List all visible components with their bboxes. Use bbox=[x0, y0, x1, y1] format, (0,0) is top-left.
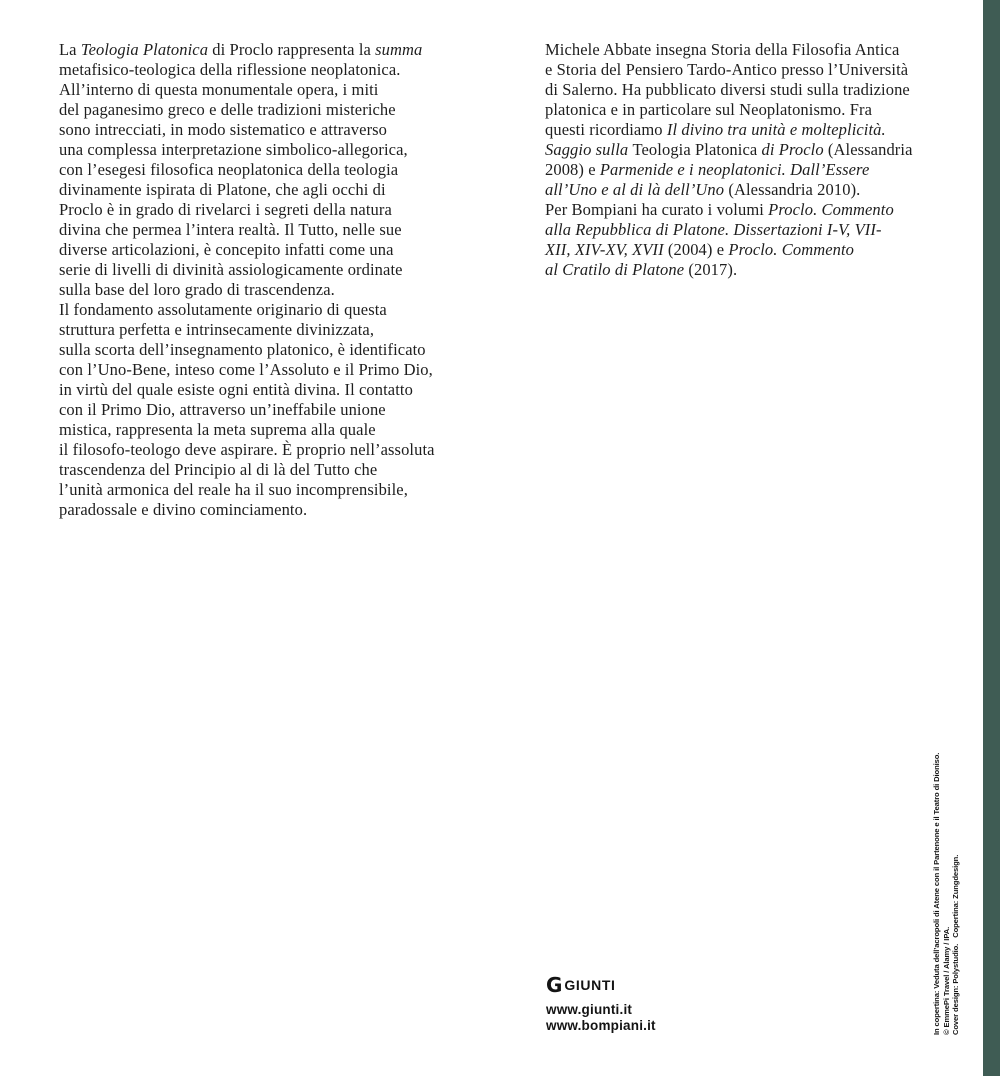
italic-text-segment: al Cratilo di Platone bbox=[545, 260, 685, 279]
text-line bbox=[59, 160, 499, 180]
italic-text-segment: Saggio sulla bbox=[545, 140, 633, 159]
giunti-logo-text: GIUNTI bbox=[564, 977, 616, 993]
text-segment: Michele Abbate insegna Storia della Filosofia Antica bbox=[545, 40, 900, 59]
text-segment: questi ricordiamo bbox=[545, 120, 667, 139]
text-segment: platonica e in particolare sul Neoplatonismo. Fra bbox=[545, 100, 873, 119]
bompiani-website-url: www.bompiani.it bbox=[546, 1017, 656, 1033]
synopsis-text bbox=[59, 40, 499, 520]
italic-text-segment: Teologia Platonica bbox=[80, 40, 209, 59]
spine-stripe bbox=[983, 0, 1000, 1076]
text-segment: (Alessandria 2010). bbox=[724, 180, 861, 199]
text-line bbox=[545, 100, 985, 120]
text-segment: diverse articolazioni, è concepito infatti come una bbox=[59, 240, 394, 259]
text-segment: All’interno di questa monumentale opera, i miti bbox=[59, 80, 379, 99]
text-line bbox=[59, 120, 499, 140]
text-line bbox=[545, 160, 985, 180]
text-line bbox=[59, 100, 499, 120]
text-line bbox=[932, 705, 942, 1035]
text-segment: sulla scorta dell’insegnamento platonico, è identificato bbox=[59, 340, 426, 359]
text-segment: una complessa interpretazione simbolico-allegorica, bbox=[59, 140, 408, 159]
italic-text-segment: alla Repubblica di Platone. Dissertazioni I-V, VII- bbox=[545, 220, 882, 239]
italic-text-segment: all’Uno e al di là dell’Uno bbox=[545, 180, 725, 199]
text-line bbox=[59, 360, 499, 380]
text-segment: struttura perfetta e intrinsecamente divinizzata, bbox=[59, 320, 375, 339]
text-line bbox=[59, 460, 499, 480]
text-line bbox=[545, 260, 985, 280]
text-segment: (Alessandria bbox=[823, 140, 913, 159]
text-segment: metafisico-teologica della riflessione neoplatonica. bbox=[59, 60, 401, 79]
publisher-websites bbox=[546, 1002, 656, 1033]
text-line bbox=[59, 340, 499, 360]
text-segment: Proclo è in grado di rivelarci i segreti della natura bbox=[59, 200, 392, 219]
text-line bbox=[545, 240, 985, 260]
text-segment: trascendenza del Principio al di là del Tutto che bbox=[59, 460, 378, 479]
text-line bbox=[59, 200, 499, 220]
text-segment: divina che permea l’intera realtà. Il Tutto, nelle sue bbox=[59, 220, 402, 239]
text-line bbox=[59, 60, 499, 80]
text-segment: mistica, rappresenta la meta suprema alla quale bbox=[59, 420, 376, 439]
text-segment: in virtù del quale esiste ogni entità divina. Il contatto bbox=[59, 380, 413, 399]
text-line bbox=[59, 40, 499, 60]
text-segment: e Storia del Pensiero Tardo-Antico presso l’Università bbox=[545, 60, 909, 79]
text-line bbox=[942, 705, 952, 1035]
giunti-website-url: www.giunti.it bbox=[546, 1002, 633, 1017]
italic-text-segment: summa bbox=[375, 40, 423, 59]
text-segment: (2017). bbox=[684, 260, 738, 279]
cover-credits-vertical-text bbox=[932, 705, 961, 1035]
text-segment: Cover design: Polystudio. Copertina: Zungdesign. bbox=[951, 854, 960, 1035]
text-line bbox=[545, 220, 985, 240]
text-line bbox=[59, 440, 499, 460]
text-line bbox=[59, 400, 499, 420]
text-line bbox=[545, 180, 985, 200]
giunti-g-icon: G bbox=[546, 973, 562, 997]
text-line bbox=[59, 140, 499, 160]
text-line bbox=[59, 480, 499, 500]
text-line bbox=[545, 200, 985, 220]
text-segment: Teologia Platonica bbox=[632, 140, 762, 159]
publisher-block bbox=[546, 973, 656, 1033]
text-segment: di Salerno. Ha pubblicato diversi studi sulla tradizione bbox=[545, 80, 910, 99]
italic-text-segment: Proclo. Commento bbox=[728, 240, 855, 259]
text-line bbox=[59, 300, 499, 320]
text-line bbox=[59, 220, 499, 240]
text-segment: con l’esegesi filosofica neoplatonica della teologia bbox=[59, 160, 399, 179]
text-segment: del paganesimo greco e delle tradizioni misteriche bbox=[59, 100, 396, 119]
text-line bbox=[59, 260, 499, 280]
giunti-logo bbox=[546, 973, 656, 997]
text-line bbox=[59, 240, 499, 260]
text-segment: (2004) e bbox=[663, 240, 729, 259]
italic-text-segment: XII, XIV-XV, XVII bbox=[545, 240, 664, 259]
text-segment: paradossale e divino cominciamento. bbox=[59, 500, 308, 519]
text-line bbox=[59, 380, 499, 400]
text-line bbox=[951, 705, 961, 1035]
text-segment: Il fondamento assolutamente originario di questa bbox=[59, 300, 387, 319]
text-segment: con l’Uno-Bene, inteso come l’Assoluto e il Primo Dio, bbox=[59, 360, 433, 379]
text-line bbox=[59, 180, 499, 200]
text-line bbox=[545, 60, 985, 80]
text-segment: © EmmePi Travel / Alamy / IPA. bbox=[941, 926, 951, 1035]
italic-text-segment: di Proclo bbox=[761, 140, 824, 159]
text-segment: La bbox=[59, 40, 81, 59]
text-line bbox=[545, 120, 985, 140]
text-segment: divinamente ispirata di Platone, che agli occhi di bbox=[59, 180, 386, 199]
text-line bbox=[545, 40, 985, 60]
text-segment: con il Primo Dio, attraverso un’ineffabile unione bbox=[59, 400, 386, 419]
text-line bbox=[59, 420, 499, 440]
text-line bbox=[545, 80, 985, 100]
text-line bbox=[545, 140, 985, 160]
author-bio-text bbox=[545, 40, 985, 280]
text-line bbox=[59, 500, 499, 520]
text-line bbox=[59, 280, 499, 300]
text-line bbox=[59, 320, 499, 340]
text-segment: In copertina: Veduta dell’acropoli di Atene con il Partenone e il Teatro di Dioniso. bbox=[932, 752, 941, 1035]
text-segment: 2008) e bbox=[545, 160, 600, 179]
text-segment: sono intrecciati, in modo sistematico e attraverso bbox=[59, 120, 388, 139]
italic-text-segment: Parmenide e i neoplatonici. Dall’Essere bbox=[599, 160, 870, 179]
text-line bbox=[59, 80, 499, 100]
text-segment: di Proclo rappresenta la bbox=[208, 40, 376, 59]
text-segment: Per Bompiani ha curato i volumi bbox=[545, 200, 769, 219]
italic-text-segment: Il divino tra unità e molteplicità. bbox=[666, 120, 886, 139]
italic-text-segment: Proclo. Commento bbox=[768, 200, 894, 219]
text-segment: il filosofo-teologo deve aspirare. È proprio nell’assoluta bbox=[59, 440, 435, 459]
text-segment: l’unità armonica del reale ha il suo incomprensibile, bbox=[59, 480, 408, 499]
text-segment: serie di livelli di divinità assiologicamente ordinate bbox=[59, 260, 403, 279]
text-segment: sulla base del loro grado di trascendenza. bbox=[59, 280, 335, 299]
